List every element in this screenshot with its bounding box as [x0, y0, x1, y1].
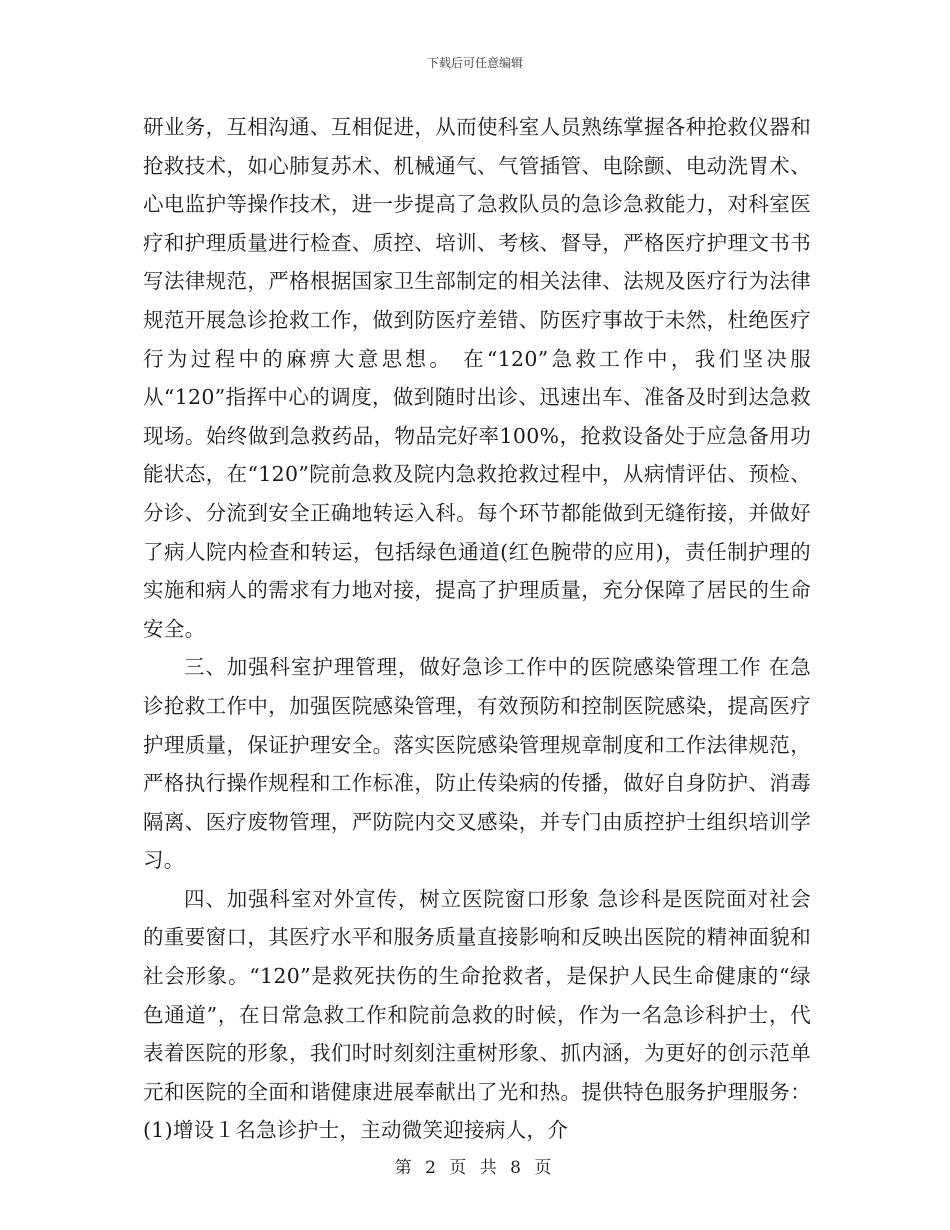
body-paragraph-2: 三、加强科室护理管理，做好急诊工作中的医院感染管理工作 在急诊抢救工作中，加强医院感染管理，有效预防和控制医院感染，提高医疗护理质量，保证护理安全。落实医院感染管理规章制度和工作法律规范，严格执行操作规程和工作标准，防止传染病的传播，做好自身防护、消毒隔离、医疗废物管理，严防院内交叉感染，并专门由质控护士组织培训学习。: [143, 655, 811, 873]
page-header: 下载后可任意编辑: [426, 56, 523, 70]
body-paragraph-3: 四、加强科室对外宣传，树立医院窗口形象 急诊科是医院面对社会的重要窗口，其医疗水平和服务质量直接影响和反映出医院的精神面貌和社会形象。“120”是救死扶伤的生命抢救者，是保护人民生命健康的“绿色通道”，在日常急救工作和院前急救的时候，作为一名急诊科护士，代表着医院的形象，我们时时刻刻注重树形象、抓内涵，为更好的创示范单元和医院的全面和谐健康进展奉献出了光和热。提供特色服务护理服务：(1)增设１名急诊护士，主动微笑迎接病人，介: [143, 886, 811, 1143]
document-body: [143, 108, 811, 1150]
body-paragraph-1: 研业务，互相沟通、互相促进，从而使科室人员熟练掌握各种抢救仪器和抢救技术，如心肺复苏术、机械通气、气管插管、电除颤、电动洗胃术、心电监护等操作技术，进一步提高了急救队员的急诊急救能力，对科室医疗和护理质量进行检查、质控、培训、考核、督导，严格医疗护理文书书写法律规范，严格根据国家卫生部制定的相关法律、法规及医疗行为法律规范开展急诊抢救工作，做到防医疗差错、防医疗事故于未然，杜绝医疗行为过程中的麻痹大意思想。 在“120”急救工作中，我们坚决服从“120”指挥中心的调度，做到随时出诊、迅速出车、准备及时到达急救现场。始终做到急救药品，物品完好率100%，抢救设备处于应急备用功能状态，在“120”院前急救及院内急救抢救过程中，从病情评估、预检、分诊、分流到安全正确地转运入科。每个环节都能做到无缝衔接，并做好了病人院内检查和转运，包括绿色通道(红色腕带的应用)，责任制护理的实施和病人的需求有力地对接，提高了护理质量，充分保障了居民的生命安全。: [143, 115, 811, 641]
page-number: 第 2 页 共 8 页: [394, 1158, 556, 1178]
